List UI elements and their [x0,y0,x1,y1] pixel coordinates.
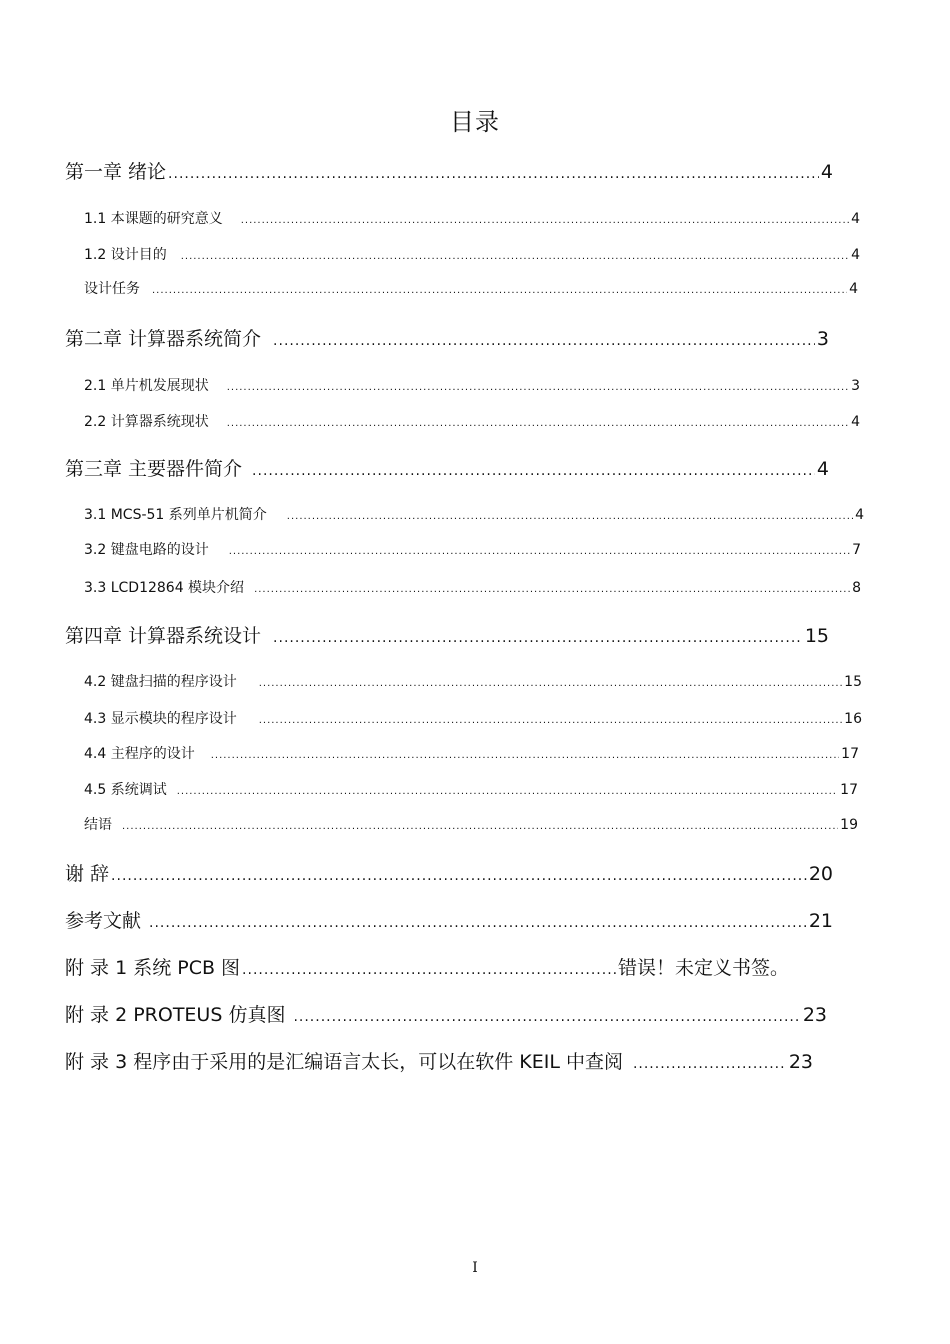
toc-entry-page: 7 [852,542,861,558]
toc-entry-label: 2.2 计算器系统现状 [84,414,209,430]
toc-entry-2-2[interactable] [84,411,860,431]
toc-leader-dots [259,678,842,689]
toc-entry-label: 附 录 1 系统 PCB 图 [65,957,241,979]
toc-entry-label: 附 录 3 程序由于采用的是汇编语言太长，可以在软件 KEIL 中查阅 [65,1051,623,1073]
toc-entry-page: 4 [851,247,860,263]
toc-entry-references[interactable] [65,906,833,932]
toc-entry-4-3[interactable] [84,708,862,728]
toc-leader-dots [241,215,849,226]
toc-entry-page: 错误！未定义书签。 [617,957,789,979]
toc-leader-dots [111,868,807,884]
toc-entry-page: 4 [851,211,860,227]
toc-leader-dots [633,1056,787,1072]
toc-entry-2-1[interactable] [84,375,860,395]
toc-title: 目录 [450,108,500,136]
toc-entry-chapter-3[interactable] [65,454,829,480]
toc-leader-dots [181,251,849,262]
toc-entry-page: 8 [852,580,861,596]
toc-entry-label: 第二章 计算器系统简介 [65,328,262,350]
toc-entry-label: 参考文献 [65,910,142,932]
toc-entry-page: 20 [808,863,833,885]
toc-entry-design-task[interactable] [84,278,858,298]
toc-entry-page: 15 [804,625,829,647]
toc-entry-label: 第一章 绪论 [65,161,167,183]
toc-entry-4-5[interactable] [84,779,858,799]
toc-entry-chapter-2[interactable] [65,324,829,350]
toc-entry-chapter-4[interactable] [65,621,829,647]
toc-entry-1-1[interactable] [84,208,860,228]
toc-leader-dots [254,584,850,595]
toc-entry-label: 1.1 本课题的研究意义 [84,211,223,227]
toc-leader-dots [273,333,815,349]
toc-entry-appendix-2[interactable] [65,1000,827,1026]
toc-entry-page: 17 [840,782,858,798]
toc-entry-page: 4 [820,161,833,183]
toc-entry-page: 15 [844,674,862,690]
toc-leader-dots [177,786,838,797]
toc-entry-label: 1.2 设计目的 [84,247,167,263]
toc-leader-dots [122,821,838,832]
toc-entry-conclusion[interactable] [84,814,858,834]
toc-entry-appendix-3[interactable] [65,1047,813,1073]
toc-leader-dots [149,915,807,931]
toc-leader-dots [273,630,803,646]
toc-entry-page: 23 [802,1004,827,1026]
toc-leader-dots [252,463,815,479]
toc-entry-page: 4 [851,414,860,430]
toc-entry-1-2[interactable] [84,244,860,264]
toc-entry-label: 4.3 显示模块的程序设计 [84,711,237,727]
toc-entry-page: 21 [808,910,833,932]
toc-entry-label: 第三章 主要器件简介 [65,458,243,480]
toc-entry-chapter-1[interactable] [65,157,833,183]
toc-leader-dots [229,546,850,557]
toc-entry-3-2[interactable] [84,539,861,559]
toc-leader-dots [152,285,847,296]
toc-leader-dots [227,418,849,429]
toc-entry-3-1[interactable] [84,504,864,524]
toc-leader-dots [242,962,616,978]
toc-entry-label: 4.2 键盘扫描的程序设计 [84,674,237,690]
toc-leader-dots [211,750,839,761]
toc-leader-dots [168,166,819,182]
toc-entry-page: 4 [855,507,864,523]
toc-entry-label: 第四章 计算器系统设计 [65,625,262,647]
toc-entry-label: 结语 [84,817,112,833]
toc-entry-appendix-1[interactable] [65,953,789,979]
toc-entry-page: 17 [841,746,859,762]
toc-leader-dots [259,715,842,726]
toc-entry-page: 4 [816,458,829,480]
toc-entry-4-4[interactable] [84,743,859,763]
page-number: I [472,1260,478,1276]
toc-entry-label: 2.1 单片机发展现状 [84,378,209,394]
toc-entry-label: 3.3 LCD12864 模块介绍 [84,580,245,596]
toc-leader-dots [227,382,849,393]
toc-entry-label: 设计任务 [84,281,140,297]
toc-entry-label: 4.4 主程序的设计 [84,746,195,762]
toc-leader-dots [293,1009,800,1025]
toc-entry-3-3[interactable] [84,577,861,597]
toc-entry-page: 3 [816,328,829,350]
toc-leader-dots [287,511,853,522]
toc-entry-4-2[interactable] [84,671,862,691]
toc-entry-label: 3.1 MCS-51 系列单片机简介 [84,507,267,523]
toc-entry-page: 4 [849,281,858,297]
toc-entry-label: 谢 辞 [65,863,110,885]
toc-entry-page: 19 [840,817,858,833]
toc-entry-label: 4.5 系统调试 [84,782,167,798]
toc-entry-label: 3.2 键盘电路的设计 [84,542,209,558]
toc-entry-page: 16 [844,711,862,727]
toc-entry-page: 23 [788,1051,813,1073]
toc-entry-acknowledgement[interactable] [65,859,833,885]
toc-entry-label: 附 录 2 PROTEUS 仿真图 [65,1004,286,1026]
toc-entry-page: 3 [851,378,860,394]
